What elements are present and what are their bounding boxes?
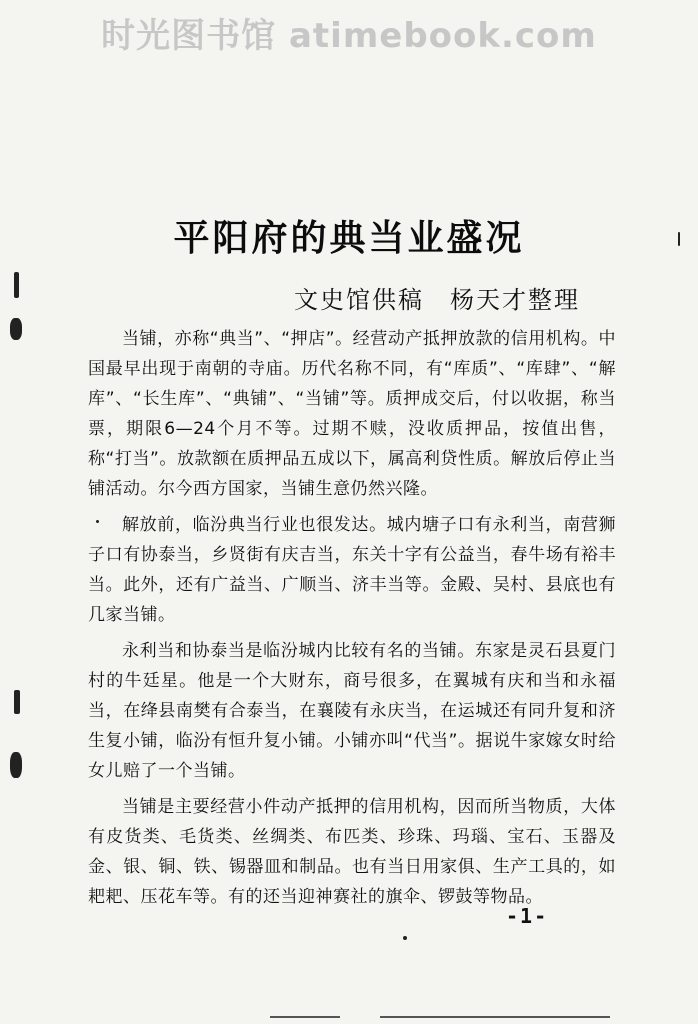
- paragraph: 解放前，临汾典当行业也很发达。城内塘子口有永利当，南营狮子口有协泰当，乡贤街有庆吉当，东关十字有公益当，春牛场有裕丰当。此外，还有广益当、广顺当、济丰当等。金殿、吴村、县底也有几家当铺。: [88, 515, 616, 625]
- scan-mark: [10, 318, 22, 340]
- scan-edge-line: [380, 1016, 610, 1018]
- paragraph: 当铺，亦称“典当”、“押店”。经营动产抵押放款的信用机构。中国最早出现于南朝的寺庙。历代名称不同，有“库质”、“库肆”、“解库”、“长生库”、“典铺”、“当铺”等。质押成交后，付以收据，称当票，期限6—24个月不等。过期不赎，没收质押品，按值出售，称“打当”。放款额在质押品五成以下，属高利贷性质。解放后停止当铺活动。尔今西方国家，当铺生意仍然兴隆。: [88, 329, 616, 499]
- paragraph: 当铺是主要经营小件动产抵押的信用机构，因而所当物质，大体有皮货类、毛货类、丝绸类、布匹类、珍珠、玛瑙、宝石、玉器及金、银、铜、铁、锡器皿和制品。也有当日用家俱、生产工具的，如耙耙、压花车等。有的还当迎神赛社的旗伞、锣鼓等物品。: [88, 797, 616, 907]
- scan-mark: [14, 690, 20, 714]
- byline: 文史馆供稿 杨天才整理: [294, 286, 580, 314]
- scan-mark: [96, 520, 99, 523]
- page-number: -1-: [506, 904, 549, 928]
- watermark: 时光图书馆 atimebook.com: [101, 16, 597, 56]
- scan-edge-line: [270, 1016, 340, 1018]
- scan-mark: [403, 936, 407, 940]
- scan-mark: [14, 272, 19, 298]
- scan-mark: [10, 752, 22, 778]
- article-body: [88, 324, 616, 918]
- paragraph: 永利当和协泰当是临汾城内比较有名的当铺。东家是灵石县夏门村的牛廷星。他是一个大财东，商号很多，在翼城有庆和当和永福当，在绛县南樊有合泰当，在襄陵有永庆当，在运城还有同升复和济生复小铺，临汾有恒升复小铺。小铺亦叫“代当”。据说牛家嫁女时给女儿赔了一个当铺。: [88, 641, 616, 781]
- article-title: 平阳府的典当业盛况: [173, 217, 525, 259]
- scan-mark: [678, 232, 680, 246]
